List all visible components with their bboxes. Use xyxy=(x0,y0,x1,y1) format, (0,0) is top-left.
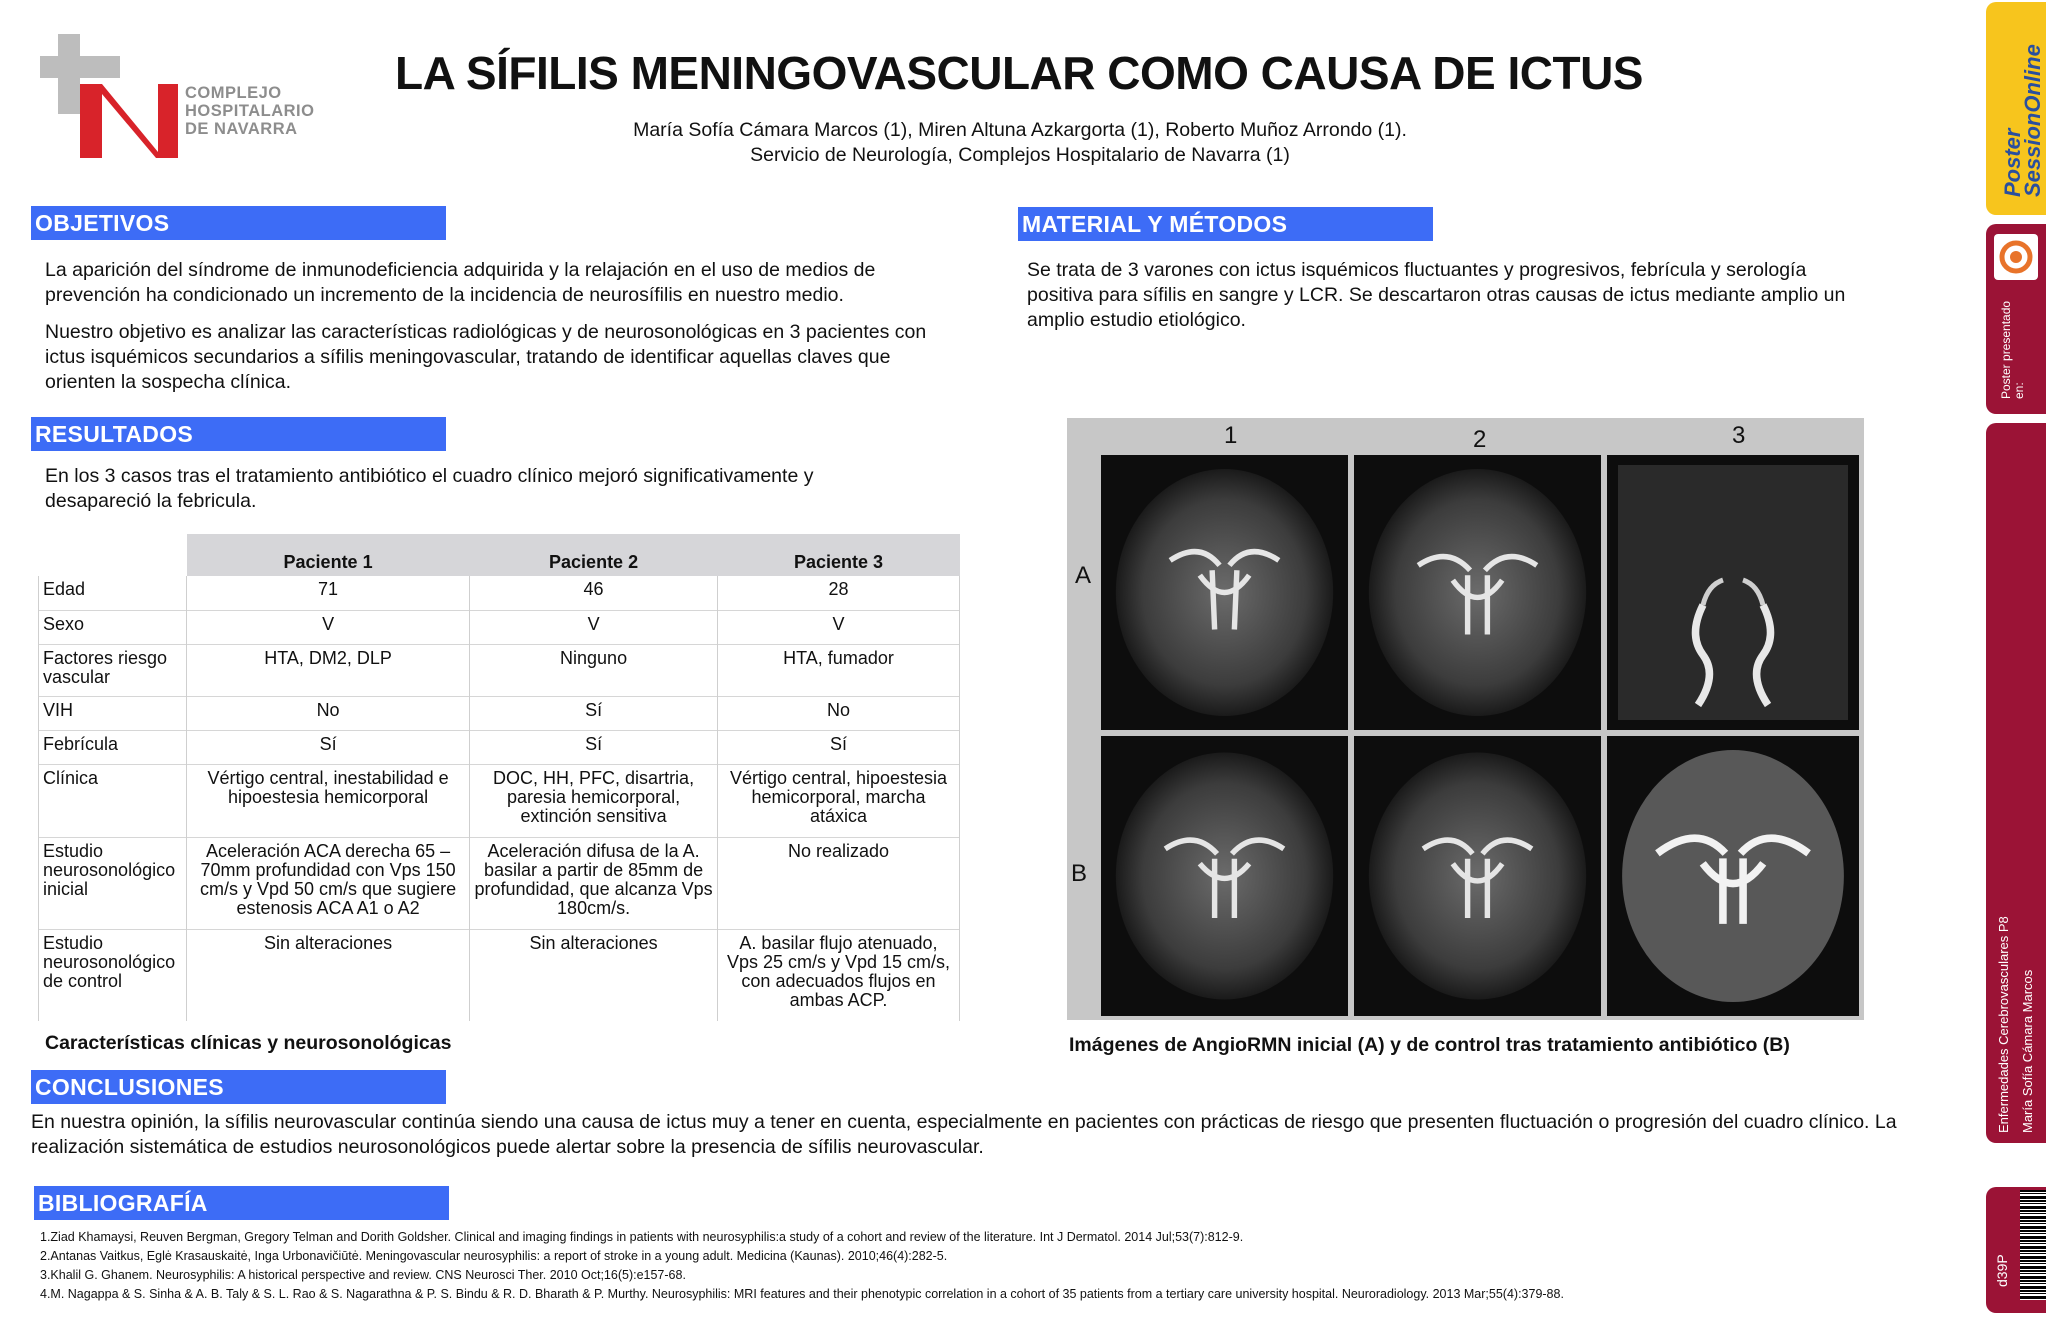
mri-scan-b1 xyxy=(1101,736,1348,1016)
row-label: Clínica xyxy=(39,764,187,837)
table-cell: Sí xyxy=(187,730,470,764)
table-cell: No xyxy=(187,696,470,730)
mri-scan-a1 xyxy=(1101,455,1348,730)
mri-scan-a3 xyxy=(1607,455,1859,730)
table-row xyxy=(39,764,960,837)
table-cell: HTA, fumador xyxy=(718,644,960,696)
objetivos-p2: Nuestro objetivo es analizar las características radiológicas y de neurosonológicas en 3 pacientes con ictus isquémicos secundarios a sífilis meningovascular, tratando de identificar aquellas claves que orienten la sospecha clínica. xyxy=(45,321,927,393)
reference-item: 2.Antanas Vaitkus, Eglė Krasauskaitė, Inga Urbonavičiūtė. Meningovascular neurosyphilis: a report of stroke in a young adult. Medicina (Kaunas). 2010;46(4):282-5. xyxy=(40,1249,948,1263)
barcode-icon xyxy=(2020,1190,2046,1300)
resultados-p1: En los 3 casos tras el tratamiento antibiótico el cuadro clínico mejoró significativamente y desapareció la febricula. xyxy=(45,465,814,512)
table-cell: V xyxy=(470,610,718,644)
presented-at-tab xyxy=(1986,224,2046,414)
table-cell: 71 xyxy=(187,576,470,610)
conclusiones-p1: En nuestra opinión, la sífilis neurovascular continúa siendo una causa de ictus muy a tener en cuenta, especialmente en pacientes con prácticas de riesgo que presenten fluctuación o progresión del cuadro clínico. La realización sistemática de estudios neurosonológicos puede alertar sobre la presencia de sífilis neurovascular. xyxy=(31,1111,1897,1158)
resultados-text xyxy=(45,464,925,514)
table-cell: Sí xyxy=(470,730,718,764)
authors: María Sofía Cámara Marcos (1), Miren Altuna Azkargorta (1), Roberto Muñoz Arrondo (1). xyxy=(633,119,1407,141)
brand-poster: Poster xyxy=(2000,128,2025,197)
row-label: A xyxy=(1075,562,1092,589)
row-label: Estudio neurosonológico inicial xyxy=(39,837,187,929)
poster-author: María Sofía Cámara Marcos xyxy=(2020,969,2035,1133)
table-header-row xyxy=(39,534,960,576)
table-cell: No realizado xyxy=(718,837,960,929)
poster-code: d39P xyxy=(1994,1254,2010,1287)
metodos-p1: Se trata de 3 varones con ictus isquémicos fluctuantes y progresivos, febrícula y serología positiva para sífilis en sangre y LCR. Se descartaron otras causas de ictus mediante amplio un amplio estudio etiológico. xyxy=(1027,259,1846,331)
table-cell: Sin alteraciones xyxy=(470,929,718,1021)
table-caption: Características clínicas y neurosonológicas xyxy=(45,1032,452,1054)
table-row xyxy=(39,610,960,644)
table-cell: Aceleración ACA derecha 65 – 70mm profundidad con Vps 150 cm/s y Vpd 50 cm/s que sugiere estenosis ACA A1 o A2 xyxy=(187,837,470,929)
table-cell: 46 xyxy=(470,576,718,610)
table-header: Paciente 1 xyxy=(187,534,470,576)
table-row xyxy=(39,929,960,1021)
mri-scan-b2 xyxy=(1354,736,1601,1016)
reference-item: 1.Ziad Khamaysi, Reuven Bergman, Gregory Telman and Dorith Goldsher. Clinical and imaging findings in patients with neurosyphilis:a study of a cohort and review of the literature. Int J Dermatol. 2014 Jul;53(7):812-9. xyxy=(40,1230,1244,1244)
row-label: Estudio neurosonológico de control xyxy=(39,929,187,1021)
column-label: 1 xyxy=(1224,422,1238,449)
table-cell: HTA, DM2, DLP xyxy=(187,644,470,696)
section-resultados-heading: RESULTADOS xyxy=(31,417,446,451)
poster-info-tab xyxy=(1986,423,2046,1143)
table-header: Paciente 2 xyxy=(470,534,718,576)
logo-cross-n-icon xyxy=(40,34,180,164)
affiliation: Servicio de Neurología, Complejos Hospitalario de Navarra (1) xyxy=(750,144,1290,166)
table-cell: V xyxy=(718,610,960,644)
table-cell: Sí xyxy=(718,730,960,764)
table-cell: Ninguno xyxy=(470,644,718,696)
row-label: Sexo xyxy=(39,610,187,644)
objetivos-text xyxy=(45,258,945,395)
poster-category: Enfermedades Cerebrovasculares P8 xyxy=(1996,916,2011,1133)
table-cell: Vértigo central, inestabilidad e hipoestesia hemicorporal xyxy=(187,764,470,837)
section-conclusiones-heading: CONCLUSIONES xyxy=(31,1070,446,1104)
table-row xyxy=(39,576,960,610)
bibliography-list xyxy=(40,1228,1564,1304)
poster-title: LA SÍFILIS MENINGOVASCULAR COMO CAUSA DE ICTUS xyxy=(395,47,1643,99)
mri-scan-b3 xyxy=(1607,736,1859,1016)
congress-logo-icon xyxy=(1994,234,2038,280)
column-label: 2 xyxy=(1473,426,1487,453)
reference-item: 3.Khalil G. Ghanem. Neurosyphilis: A historical perspective and review. CNS Neurosci Ther. 2010 Oct;16(5):e157-68. xyxy=(40,1268,686,1282)
table-row xyxy=(39,837,960,929)
figure-caption: Imágenes de AngioRMN inicial (A) y de control tras tratamiento antibiótico (B) xyxy=(1069,1034,1790,1056)
conclusiones-text xyxy=(31,1110,1931,1160)
section-objetivos-heading: OBJETIVOS xyxy=(31,206,446,240)
table-cell: Vértigo central, hipoestesia hemicorporal, marcha atáxica xyxy=(718,764,960,837)
table-cell: Sin alteraciones xyxy=(187,929,470,1021)
mri-scan-a2 xyxy=(1354,455,1601,730)
hospital-logo xyxy=(40,34,320,164)
row-label: Febrícula xyxy=(39,730,187,764)
row-label: B xyxy=(1071,860,1088,887)
table-corner xyxy=(39,534,187,576)
table-cell: DOC, HH, PFC, disartria, paresia hemicorporal, extinción sensitiva xyxy=(470,764,718,837)
patients-table xyxy=(38,534,960,1021)
table-cell: Sí xyxy=(470,696,718,730)
authors-block xyxy=(420,118,1620,168)
table-cell: V xyxy=(187,610,470,644)
metodos-text xyxy=(1027,258,1877,333)
table-row xyxy=(39,730,960,764)
poster-session-online-tab[interactable] xyxy=(1986,2,2046,215)
logo-text: COMPLEJO HOSPITALARIO DE NAVARRA xyxy=(185,84,315,138)
section-metodos-heading: MATERIAL Y MÉTODOS xyxy=(1018,207,1433,241)
presented-at-label: Poster presentado en: xyxy=(1999,300,2026,399)
table-cell: Aceleración difusa de la A. basilar a partir de 85mm de profundidad, que alcanza Vps 180cm/s. xyxy=(470,837,718,929)
objetivos-p1: La aparición del síndrome de inmunodeficiencia adquirida y la relajación en el uso de medios de prevención ha condicionado un incremento de la incidencia de neurosífilis en nuestro medio. xyxy=(45,259,876,306)
table-cell: A. basilar flujo atenuado, Vps 25 cm/s y Vpd 15 cm/s, con adecuados flujos en ambas ACP. xyxy=(718,929,960,1021)
brand-session-online: SessionOnline xyxy=(2020,44,2045,197)
table-row xyxy=(39,696,960,730)
table-row xyxy=(39,644,960,696)
table-cell: 28 xyxy=(718,576,960,610)
row-label: Edad xyxy=(39,576,187,610)
angio-mri-figure xyxy=(1067,418,1864,1020)
table-header: Paciente 3 xyxy=(718,534,960,576)
column-label: 3 xyxy=(1732,422,1746,449)
section-bibliografia-heading: BIBLIOGRAFÍA xyxy=(34,1186,449,1220)
table-cell: No xyxy=(718,696,960,730)
row-label: Factores riesgo vascular xyxy=(39,644,187,696)
poster-session-sidebar xyxy=(1982,0,2048,1317)
reference-item: 4.M. Nagappa & S. Sinha & A. B. Taly & S. L. Rao & S. Nagarathna & P. S. Bindu & R. D. Bharath & P. Murthy. Neurosyphilis: MRI features and their phenotypic correlation in a cohort of 35 patients from a tertiary care university hospital. Neuroradiology. 2013 Mar;55(4):379-88. xyxy=(40,1287,1564,1301)
row-label: VIH xyxy=(39,696,187,730)
